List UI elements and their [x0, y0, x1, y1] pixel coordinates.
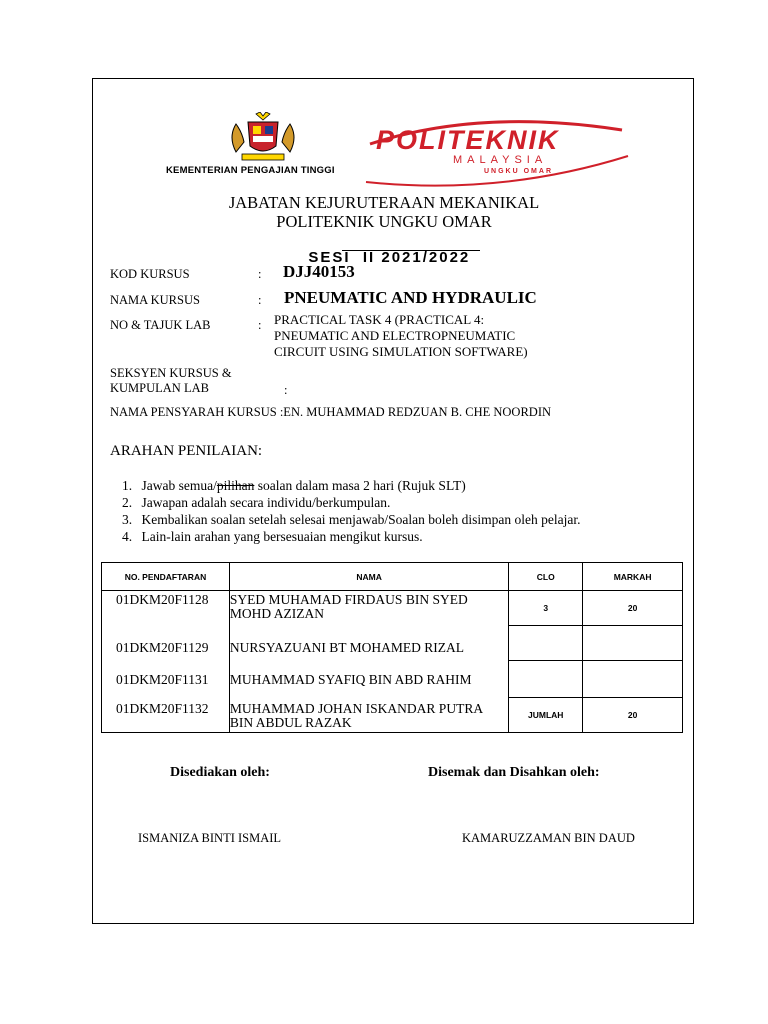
marks-table — [101, 562, 683, 733]
section-label-line-2: KUMPULAN LAB — [110, 381, 209, 395]
reg-no-cell: 01DKM20F1128 — [116, 592, 209, 607]
instruction-number: 1. — [122, 478, 133, 493]
empty-cell — [509, 626, 583, 661]
header-markah: MARKAH — [583, 563, 683, 591]
politeknik-logo-subtext: MALAYSIA — [453, 154, 548, 166]
jumlah-label: JUMLAH — [509, 697, 583, 732]
name-cell — [230, 702, 508, 732]
reg-no-cell: 01DKM20F1129 — [116, 640, 209, 655]
instruction-strikethrough: pilihan — [216, 478, 255, 493]
instruction-text: Jawapan adalah secara individu/berkumpulan. — [141, 495, 391, 510]
name-line: NURSYAZUANI BT MOHAMED RIZAL — [229, 640, 465, 655]
instruction-item-4 — [122, 529, 423, 545]
reg-no-cell: 01DKM20F1131 — [116, 672, 209, 687]
name-column — [229, 591, 508, 733]
instruction-text-post: soalan dalam masa 2 hari (Rujuk SLT) — [254, 478, 466, 493]
name-line: BIN ABDUL RAZAK — [229, 715, 352, 730]
reg-no-column — [102, 591, 230, 733]
instruction-item-1 — [122, 478, 466, 494]
course-code-label: KOD KURSUS — [110, 267, 190, 281]
instructions-title: ARAHAN PENILAIAN: — [110, 443, 263, 459]
course-name-colon: : — [258, 293, 262, 307]
verified-by-label: Disemak dan Disahkan oleh: — [428, 765, 600, 780]
politeknik-logo-campus: UNGKU OMAR — [484, 168, 553, 175]
header-reg-no: NO. PENDAFTARAN — [102, 563, 230, 591]
instruction-text: Lain-lain arahan yang bersesuaian mengikut kursus. — [141, 529, 423, 544]
prepared-by-label: Disediakan oleh: — [170, 765, 270, 780]
session-underline — [342, 250, 480, 251]
empty-cell — [509, 661, 583, 697]
lab-label: NO & TAJUK LAB — [110, 318, 211, 332]
section-label-line-1: SEKSYEN KURSUS & — [110, 366, 232, 380]
clo-value: 3 — [509, 591, 583, 626]
lab-title-line-2: PNEUMATIC AND ELECTROPNEUMATIC — [274, 328, 516, 343]
instruction-number: 2. — [122, 495, 133, 510]
course-code-colon: : — [258, 267, 262, 281]
ministry-name: KEMENTERIAN PENGAJIAN TINGGI — [166, 165, 335, 176]
department-title: JABATAN KEJURUTERAAN MEKANIKAL — [228, 193, 540, 212]
jumlah-value: 20 — [583, 697, 683, 732]
header-name: NAMA — [229, 563, 508, 591]
course-name-label: NAMA KURSUS — [110, 293, 200, 307]
markah-value: 20 — [583, 591, 683, 626]
instruction-text-pre: Jawab semua/ — [141, 478, 217, 493]
institution-title: POLITEKNIK UNGKU OMAR — [276, 212, 492, 231]
empty-cell — [583, 661, 683, 697]
name-line: MUHAMMAD SYAFIQ BIN ABD RAHIM — [229, 672, 472, 687]
coat-of-arms-icon — [226, 112, 300, 162]
course-name-value: PNEUMATIC AND HYDRAULIC — [284, 288, 537, 307]
session-text: SESI II 2021/2022 — [308, 249, 477, 266]
verified-by-name: KAMARUZZAMAN BIN DAUD — [462, 831, 635, 845]
politeknik-logo-text: POLITEKNIK — [376, 125, 560, 155]
lab-colon: : — [258, 318, 262, 332]
instruction-item-2 — [122, 495, 390, 511]
name-cell — [230, 593, 508, 641]
instruction-text: Kembalikan soalan setelah selesai menjawab/Soalan boleh disimpan oleh pelajar. — [141, 512, 581, 527]
lab-title-line-3: CIRCUIT USING SIMULATION SOFTWARE) — [274, 344, 528, 359]
header-clo: CLO — [509, 563, 583, 591]
name-line: SYED MUHAMAD FIRDAUS BIN SYED — [229, 592, 468, 607]
table-row — [102, 591, 683, 626]
name-cell — [230, 673, 508, 702]
instruction-item-3 — [122, 512, 581, 528]
lab-title-line-1: PRACTICAL TASK 4 (PRACTICAL 4: — [274, 312, 485, 327]
section-colon: : — [284, 383, 288, 397]
name-line: MOHD AZIZAN — [229, 606, 325, 621]
course-code-value: DJJ40153 — [283, 262, 355, 281]
reg-no-cell: 01DKM20F1132 — [116, 701, 209, 716]
prepared-by-name: ISMANIZA BINTI ISMAIL — [138, 831, 282, 845]
instruction-number: 3. — [122, 512, 133, 527]
name-cell — [230, 641, 508, 673]
empty-cell — [583, 626, 683, 661]
name-line: MUHAMMAD JOHAN ISKANDAR PUTRA — [229, 701, 484, 716]
lecturer-name: NAMA PENSYARAH KURSUS :EN. MUHAMMAD REDZUAN B. CHE NOORDIN — [110, 405, 552, 419]
table-header-row — [102, 563, 683, 591]
session-title — [296, 232, 476, 266]
instruction-number: 4. — [122, 529, 133, 544]
